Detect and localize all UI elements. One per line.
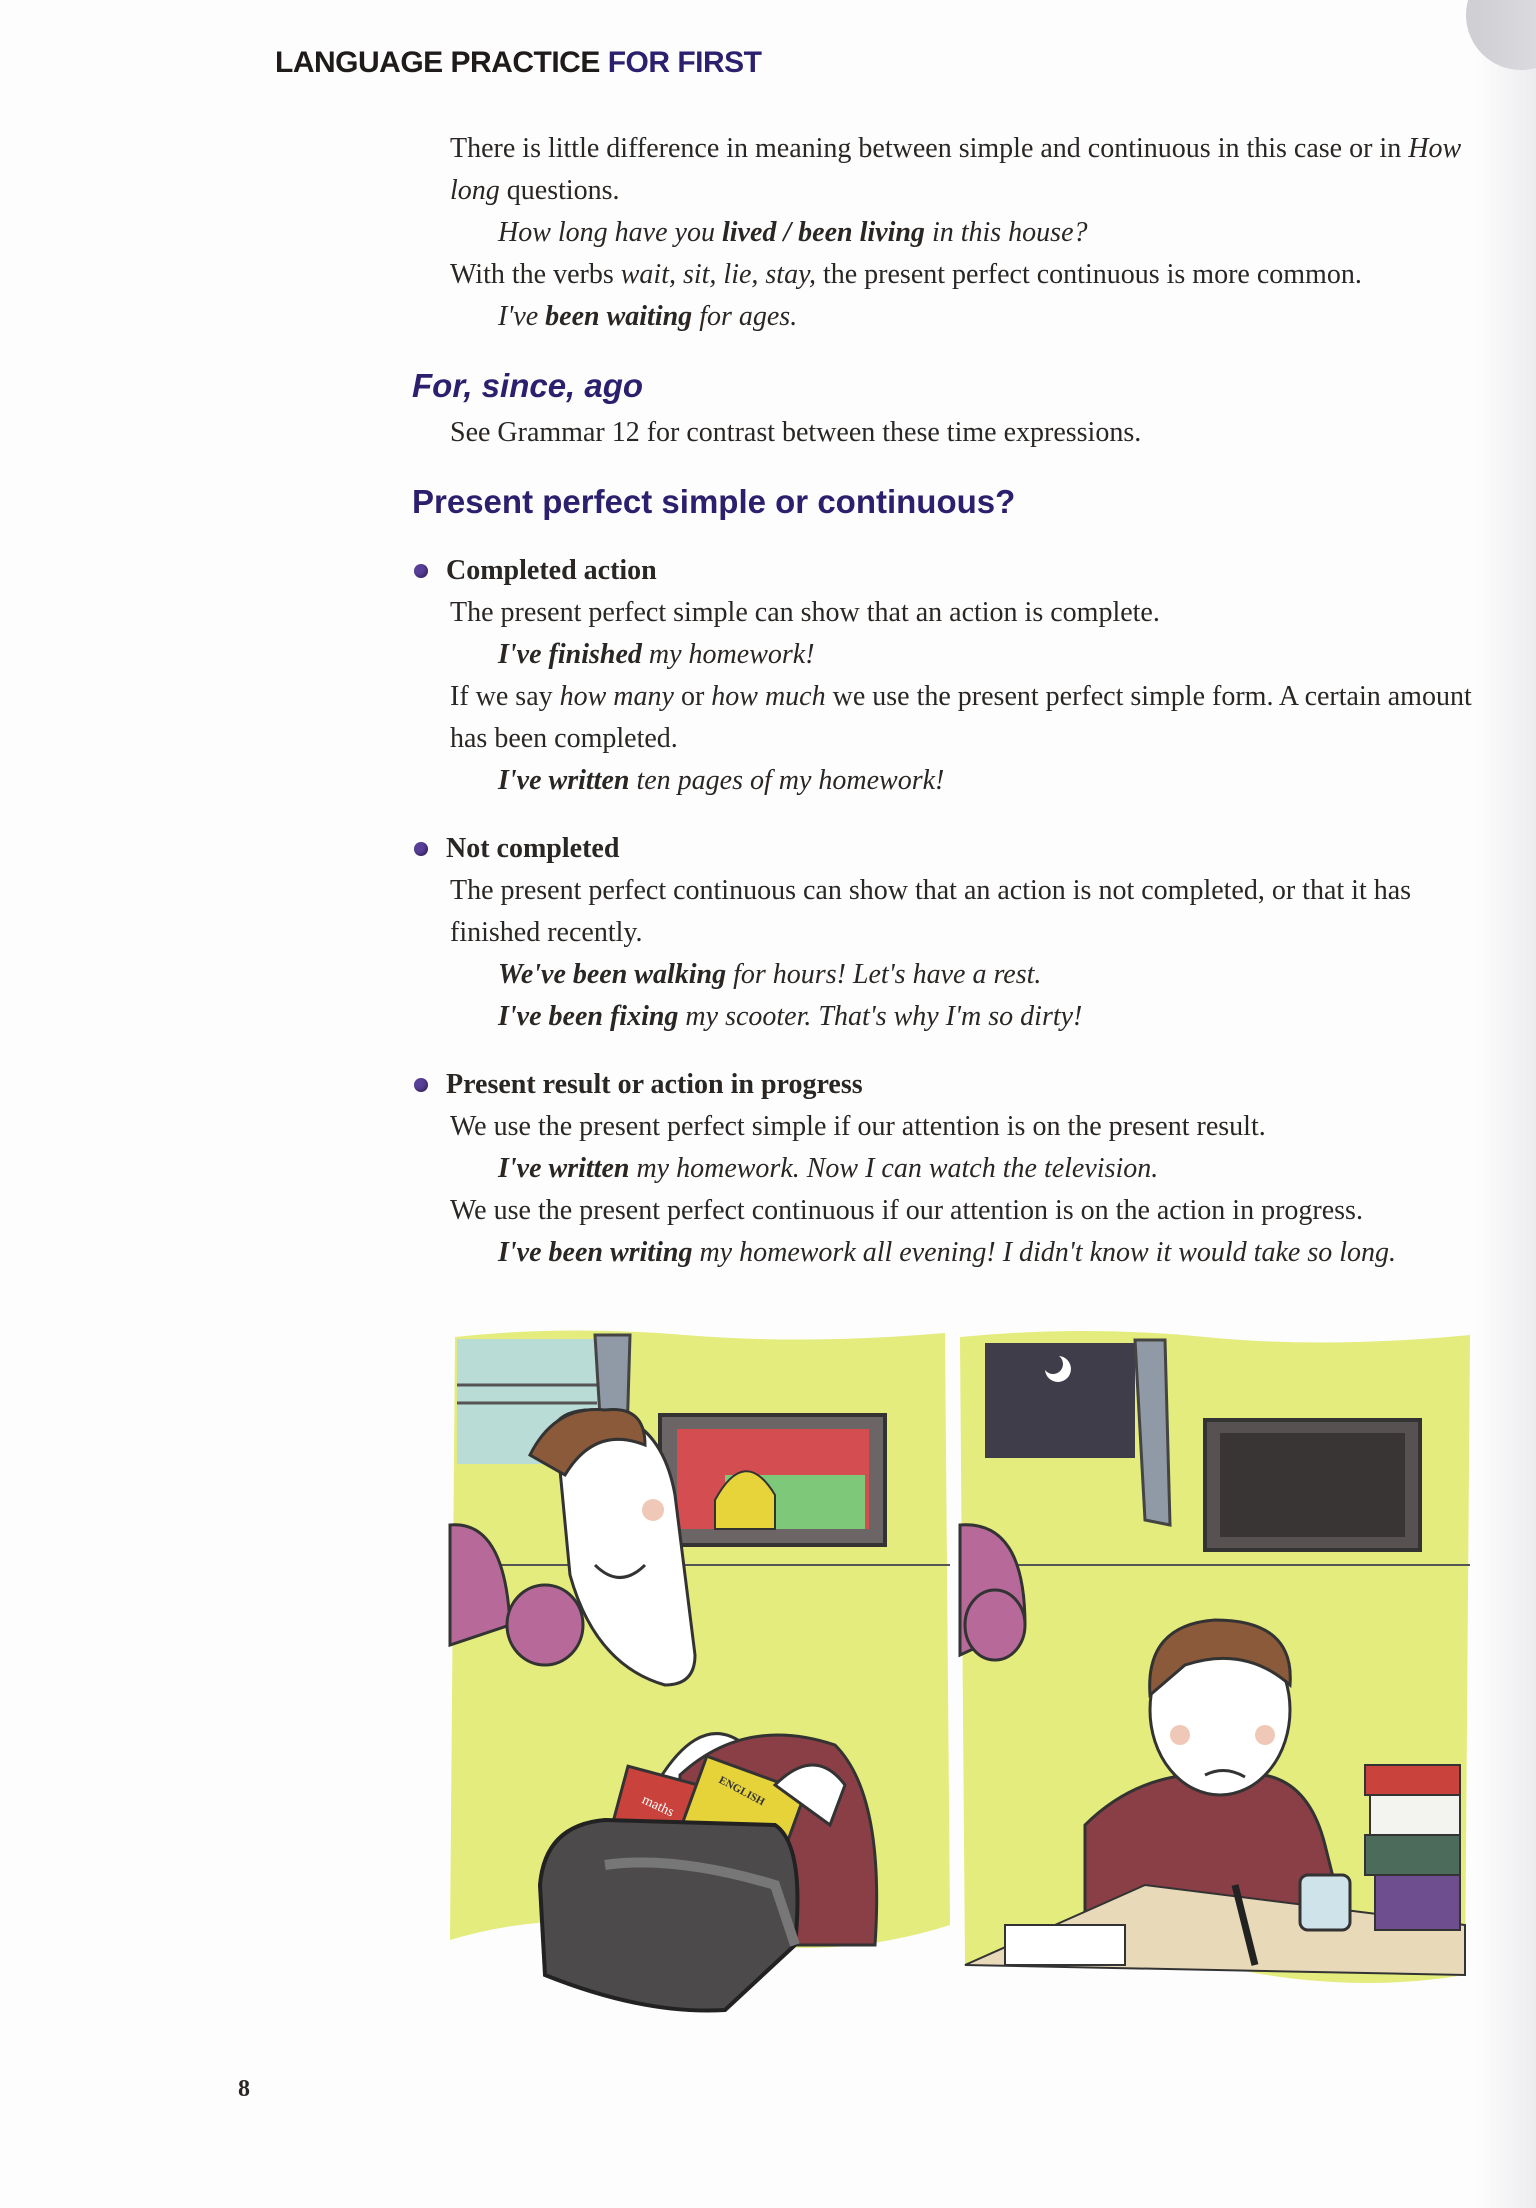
body-paragraph xyxy=(412,412,1502,454)
body-paragraph xyxy=(412,1106,1502,1148)
panel-homework-finished xyxy=(450,1330,950,2010)
text-run: we use the present perfect simple form. A certain amount has been completed. xyxy=(450,681,1472,754)
text-run: Not completed xyxy=(446,833,620,864)
text-run: The present perfect simple can show that an action is complete. xyxy=(450,597,1160,628)
text-run: We use the present perfect continuous if our attention is on the action in progress. xyxy=(450,1195,1363,1226)
example-sentence xyxy=(412,1148,1502,1190)
text-run: If we say xyxy=(450,681,560,712)
section-heading xyxy=(412,480,1502,524)
emphasis-text: I've been writing xyxy=(498,1237,693,1268)
text-run: how many xyxy=(559,681,674,712)
school-bag xyxy=(540,1820,798,2011)
text-run: Present result or action in progress xyxy=(446,1069,863,1100)
example-sentence xyxy=(412,954,1502,996)
bullet-heading xyxy=(412,550,1502,592)
example-sentence xyxy=(412,634,1502,676)
section-heading xyxy=(412,364,1502,408)
text-run: How long xyxy=(450,133,1462,206)
notebook xyxy=(1005,1925,1125,1965)
text-run: my scooter. That's why I'm so dirty! xyxy=(678,1001,1083,1032)
text-run: How long have you xyxy=(498,217,722,248)
book-stack xyxy=(1365,1765,1460,1930)
text-run: how much xyxy=(711,681,826,712)
text-run: for hours! Let's have a rest. xyxy=(726,959,1042,990)
bullet-heading xyxy=(412,828,1502,870)
header-title: LANGUAGE PRACTICE xyxy=(275,46,600,79)
illustration xyxy=(445,1325,1475,2015)
book-label-maths: maths xyxy=(639,1792,677,1821)
body-paragraph xyxy=(412,128,1502,212)
example-sentence xyxy=(412,1232,1502,1274)
text-run: With the verbs xyxy=(450,259,621,290)
body-paragraph xyxy=(412,254,1502,296)
example-sentence xyxy=(412,760,1502,802)
running-header xyxy=(275,46,762,80)
text-run: my homework. Now I can watch the television. xyxy=(629,1153,1159,1184)
emphasis-text: been waiting xyxy=(545,301,693,332)
body-paragraph xyxy=(412,870,1502,954)
text-run: Completed action xyxy=(446,555,657,586)
mug xyxy=(1300,1875,1350,1930)
text-run: ten pages of my homework! xyxy=(629,765,945,796)
example-sentence xyxy=(412,296,1502,338)
page-number: 8 xyxy=(238,2076,250,2102)
example-sentence xyxy=(412,996,1502,1038)
text-run: I've xyxy=(498,301,546,332)
book-label-english: ENGLISH xyxy=(716,1774,767,1809)
emphasis-text: I've been fixing xyxy=(498,1001,679,1032)
emphasis-text: lived / been living xyxy=(721,217,925,248)
emphasis-text: I've written xyxy=(498,1153,630,1184)
grammar-content xyxy=(412,128,1502,1274)
body-paragraph xyxy=(412,592,1502,634)
night-window xyxy=(985,1343,1135,1458)
panel-homework-in-progress xyxy=(960,1331,1470,1983)
text-run: in this house? xyxy=(924,217,1088,248)
header-accent: FOR FIRST xyxy=(607,46,762,79)
text-run: We use the present perfect simple if our attention is on the present result. xyxy=(450,1111,1266,1142)
text-run: Present perfect simple or continuous? xyxy=(412,483,1016,520)
body-paragraph xyxy=(412,1190,1502,1232)
text-run: wait, sit, lie, stay, xyxy=(620,259,816,290)
bullet-heading xyxy=(412,1064,1502,1106)
text-run: The present perfect continuous can show that an action is not completed, or that it has finished recently. xyxy=(450,875,1412,948)
text-run: questions. xyxy=(499,175,620,206)
emphasis-text: I've finished xyxy=(498,639,642,670)
text-run: for ages. xyxy=(692,301,798,332)
text-run: my homework all evening! I didn't know it would take so long. xyxy=(692,1237,1396,1268)
text-run: See Grammar 12 for contrast between these time expressions. xyxy=(450,417,1142,448)
emphasis-text: I've written xyxy=(498,765,630,796)
text-run: For, since, ago xyxy=(412,367,644,404)
body-paragraph xyxy=(412,676,1502,760)
text-run: the present perfect continuous is more common. xyxy=(815,259,1362,290)
example-sentence xyxy=(412,212,1502,254)
text-run: There is little difference in meaning between simple and continuous in this case or in xyxy=(450,133,1409,164)
text-run: my homework! xyxy=(641,639,815,670)
emphasis-text: We've been walking xyxy=(498,959,727,990)
text-run: or xyxy=(673,681,712,712)
